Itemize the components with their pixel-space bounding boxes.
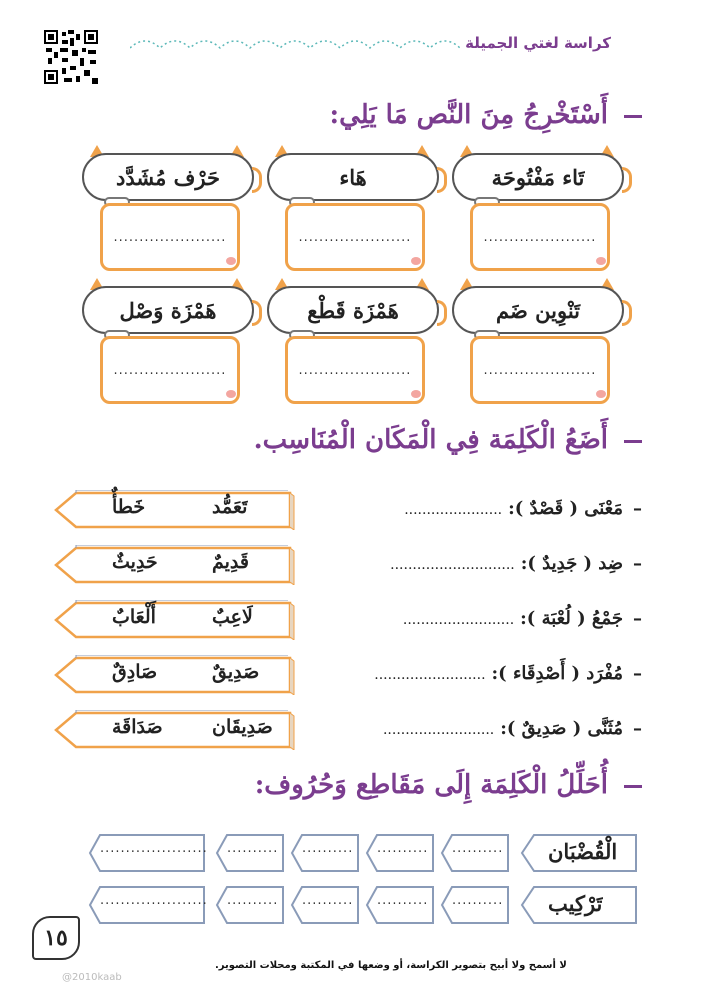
slot-dots: ..........	[302, 893, 354, 908]
answer-dots: ......................	[483, 229, 597, 245]
slot-dots: ..........	[227, 841, 279, 856]
paw-print	[596, 390, 606, 398]
cat-card	[80, 145, 260, 265]
cat-card	[265, 278, 445, 398]
copyright-notice: لا أسمح ولا أبيح بتصوير الكراسة، أو وضعها في المكتبة ومحلات التصوير.	[215, 960, 567, 971]
paw-print	[411, 257, 421, 265]
option-word-right[interactable]: تَعَمُّد	[212, 496, 248, 518]
paw-print	[226, 390, 236, 398]
slot-dots: ..........	[377, 893, 429, 908]
heading-dash	[624, 115, 642, 118]
card-label: حَرْف مُشَدَّد	[82, 153, 254, 201]
answer-blank[interactable]: .........................	[374, 667, 486, 683]
answer-dots: ......................	[298, 229, 412, 245]
word-banner	[52, 600, 295, 640]
paw-print	[411, 390, 421, 398]
section1-title: أَسْتَخْرِجُ مِنَ النَّص مَا يَلِي:	[329, 100, 608, 130]
paw-print	[226, 257, 236, 265]
syllable-slot[interactable]	[365, 833, 435, 873]
word-tag	[520, 833, 640, 873]
qr-code	[44, 30, 98, 84]
option-word-right[interactable]: صَدِيقَان	[212, 716, 273, 738]
slot-dots: ..........	[227, 893, 279, 908]
question-line	[374, 663, 642, 684]
question-text: مُفْرَد ( أَصْدِقَاء ):	[491, 663, 623, 684]
option-word-left[interactable]: حَدِيثٌ	[112, 551, 158, 573]
page-number: ١٥	[32, 916, 80, 960]
question-text: مُثَنَّى ( صَدِيقٌ ):	[500, 718, 623, 739]
option-word-right[interactable]: قَدِيمٌ	[212, 551, 249, 573]
answer-dots: ......................	[298, 362, 412, 378]
syllable-slot[interactable]	[440, 885, 510, 925]
answer-dots: ......................	[113, 229, 227, 245]
question-line	[404, 498, 642, 519]
syllable-slot[interactable]	[365, 885, 435, 925]
question-line	[383, 718, 642, 739]
cat-card	[80, 278, 260, 398]
word-banner	[52, 545, 295, 585]
section2-heading	[254, 425, 642, 455]
card-label: هَمْزَة وَصْل	[82, 286, 254, 334]
analysis-word: تَرْكِيب	[548, 891, 603, 916]
heading-dash	[624, 440, 642, 443]
section3-heading	[255, 770, 642, 800]
answer-box[interactable]	[100, 203, 240, 271]
cat-tail	[437, 300, 447, 326]
answer-box[interactable]	[470, 203, 610, 271]
cat-tail	[437, 167, 447, 193]
option-word-left[interactable]: خَطأٌ	[112, 496, 146, 518]
option-word-left[interactable]: صَدَاقَة	[112, 716, 163, 738]
answer-blank[interactable]: .........................	[402, 612, 515, 628]
answer-box[interactable]	[285, 336, 425, 404]
syllable-slot[interactable]	[215, 833, 285, 873]
question-line	[403, 608, 642, 629]
decorative-scallop	[130, 36, 460, 52]
question-dash: –	[633, 718, 642, 739]
cat-tail	[622, 167, 632, 193]
cat-card	[265, 145, 445, 265]
slot-dots: .....................	[100, 893, 208, 908]
card-label: هَمْزَة قَطْع	[267, 286, 439, 334]
question-text: مَعْنَى ( قَصْدٌ ):	[508, 498, 623, 519]
answer-dots: ......................	[483, 362, 597, 378]
question-line	[390, 553, 642, 574]
question-dash: –	[633, 498, 642, 519]
card-label: تَنْوِين ضَم	[452, 286, 624, 334]
word-tag	[520, 885, 640, 925]
letters-slot[interactable]	[88, 885, 206, 925]
syllable-slot[interactable]	[290, 885, 360, 925]
question-text: جَمْعُ ( لُعْبَة ):	[520, 608, 623, 629]
slot-dots: ..........	[377, 841, 429, 856]
heading-dash	[624, 785, 642, 788]
section2-title: أَضَعُ الْكَلِمَة فِي الْمَكَان الْمُنَاسِب.	[253, 425, 608, 455]
card-label: هَاء	[267, 153, 439, 201]
answer-box[interactable]	[100, 336, 240, 404]
answer-box[interactable]	[285, 203, 425, 271]
letters-slot[interactable]	[88, 833, 206, 873]
syllable-slot[interactable]	[290, 833, 360, 873]
slot-dots: ..........	[452, 893, 504, 908]
section3-title: أُحَلِّلُ الْكَلِمَة إِلَى مَقَاطِع وَحُرُوف:	[254, 770, 608, 800]
syllable-slot[interactable]	[440, 833, 510, 873]
cat-tail	[252, 167, 262, 193]
question-dash: –	[633, 608, 642, 629]
option-word-right[interactable]: صَدِيقٌ	[212, 661, 260, 683]
option-word-right[interactable]: لَاعِبٌ	[212, 606, 253, 628]
cat-tail	[252, 300, 262, 326]
answer-blank[interactable]: ......................	[404, 502, 503, 518]
section1-heading	[330, 100, 643, 130]
cat-card	[450, 145, 630, 265]
answer-blank[interactable]: .........................	[382, 722, 495, 738]
word-banner	[52, 490, 295, 530]
slot-dots: ..........	[302, 841, 354, 856]
answer-dots: ......................	[113, 362, 227, 378]
question-text: ضِد ( جَدِيدٌ ):	[520, 553, 623, 574]
cat-card	[450, 278, 630, 398]
watermark: @2010kaab	[62, 972, 122, 983]
paw-print	[596, 257, 606, 265]
word-banner	[52, 710, 295, 750]
card-label: تَاء مَفْتُوحَة	[452, 153, 624, 201]
workbook-title: كراسة لغتي الجميلة	[465, 34, 611, 52]
analysis-word: الْقُضْبَان	[548, 839, 618, 864]
slot-dots: .....................	[100, 841, 208, 856]
word-banner	[52, 655, 295, 695]
syllable-slot[interactable]	[215, 885, 285, 925]
answer-box[interactable]	[470, 336, 610, 404]
answer-blank[interactable]: ............................	[390, 557, 515, 573]
cat-tail	[622, 300, 632, 326]
option-word-left[interactable]: صَادِقٌ	[112, 661, 158, 683]
slot-dots: ..........	[452, 841, 504, 856]
question-dash: –	[633, 553, 642, 574]
question-dash: –	[633, 663, 642, 684]
option-word-left[interactable]: أَلْعَابٌ	[112, 606, 156, 628]
